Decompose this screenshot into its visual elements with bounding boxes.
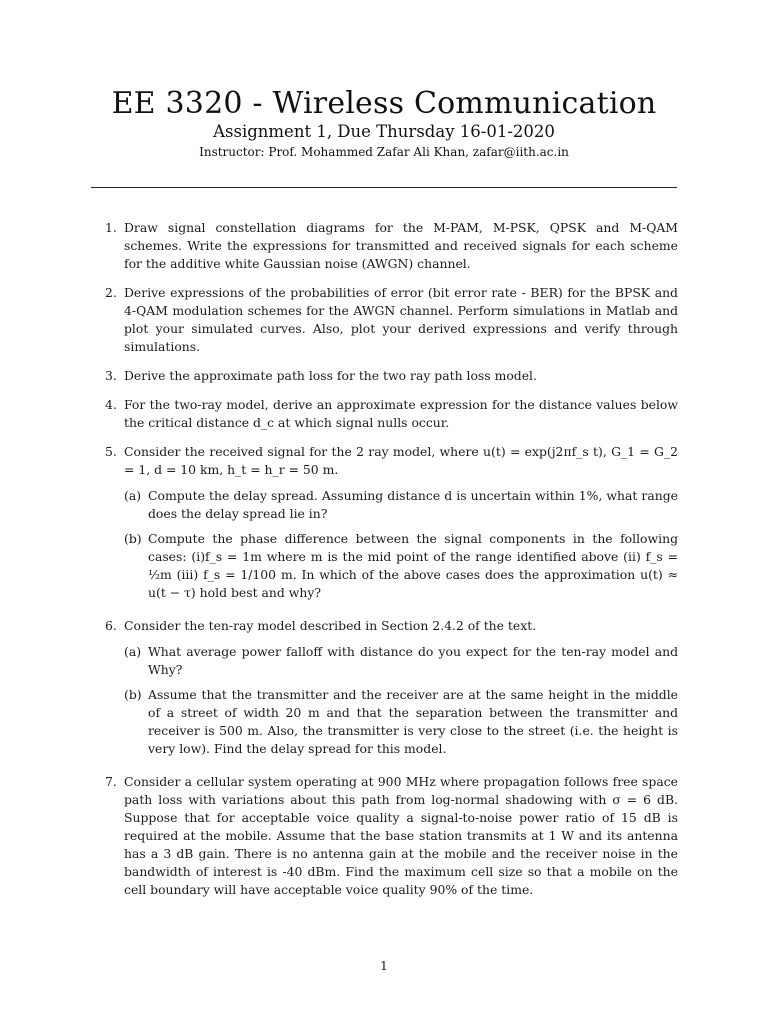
question-text: Consider the received signal for the 2 ray model, where u(t) = exp(j2πf_s t), G_1 = G_2 = 1, d = 10 km, h_t = h_r = 50 m.	[124, 444, 678, 477]
question-text: For the two-ray model, derive an approximate expression for the distance values below the critical distance d_c at which signal nulls occur.	[124, 397, 678, 430]
subquestion-label: (a)	[124, 488, 142, 503]
subquestion-item	[124, 487, 678, 523]
subquestion-text: Compute the delay spread. Assuming distance d is uncertain within 1%, what range does the delay spread lie in?	[148, 488, 678, 521]
question-list	[105, 219, 678, 910]
header-divider	[91, 187, 677, 188]
question-body	[124, 617, 678, 762]
subquestion-item	[124, 643, 678, 679]
question-item	[105, 443, 678, 606]
subquestion-label: (b)	[124, 687, 142, 702]
subquestion-text: What average power falloff with distance do you expect for the ten-ray model and Why?	[148, 644, 678, 677]
question-body	[124, 443, 678, 606]
question-item	[105, 396, 678, 432]
question-text: Derive expressions of the probabilities of error (bit error rate - BER) for the BPSK and 4-QAM modulation schemes for the AWGN channel. Perform simulations in Matlab and plot your simulated curves. Also, plot your derived expressions and verify through simulations.	[124, 285, 678, 354]
question-number: 5.	[105, 444, 117, 459]
assignment-subtitle: Assignment 1, Due Thursday 16-01-2020	[213, 122, 555, 141]
subquestion-text: Assume that the transmitter and the receiver are at the same height in the middle of a street of width 20 m and that the separation between the transmitter and receiver is 500 m. Also, the transmitter is very close to the street (i.e. the height is very low). Find the delay spread for this model.	[148, 687, 678, 756]
question-text: Draw signal constellation diagrams for the M-PAM, M-PSK, QPSK and M-QAM schemes. Write the expressions for transmitted and received signals for each scheme for the additive white Gaussian noise (AWGN) channel.	[124, 220, 678, 271]
subquestion-label: (b)	[124, 531, 142, 546]
question-number: 7.	[105, 774, 117, 789]
question-number: 3.	[105, 368, 117, 383]
subquestion-item	[124, 530, 678, 602]
question-item	[105, 367, 678, 385]
question-item	[105, 219, 678, 273]
question-number: 4.	[105, 397, 117, 412]
subquestion-label: (a)	[124, 644, 142, 659]
subquestion-text: Compute the phase difference between the signal components in the following cases: (i)f_s = 1m where m is the mid point of the range identified above (ii) f_s = ½m (iii) f_s = 1/100 m. In which of the above cases does the approximation u(t) ≈ u(t − τ) hold best and why?	[148, 531, 678, 600]
question-text: Consider the ten-ray model described in Section 2.4.2 of the text.	[124, 618, 537, 633]
question-text: Consider a cellular system operating at 900 MHz where propagation follows free space path loss with variations about this path from log-normal shadowing with σ = 6 dB. Suppose that for acceptable voice quality a signal-to-noise power ratio of 15 dB is required at the mobile. Assume that the base station transmits at 1 W and its antenna has a 3 dB gain. There is no antenna gain at the mobile and the receiver noise in the bandwidth of interest is -40 dBm. Find the maximum cell size so that a mobile on the cell boundary will have acceptable voice quality 90% of the time.	[124, 774, 678, 897]
question-number: 2.	[105, 285, 117, 300]
page-number: 1	[380, 958, 388, 973]
subquestion-item	[124, 686, 678, 758]
question-item	[105, 773, 678, 899]
page-title: EE 3320 - Wireless Communication	[111, 86, 657, 121]
question-item	[105, 284, 678, 356]
question-item	[105, 617, 678, 762]
question-number: 1.	[105, 220, 117, 235]
instructor-line: Instructor: Prof. Mohammed Zafar Ali Khan, zafar@iith.ac.in	[199, 145, 569, 159]
question-text: Derive the approximate path loss for the two ray path loss model.	[124, 368, 537, 383]
question-number: 6.	[105, 618, 117, 633]
subquestion-list	[124, 487, 678, 602]
subquestion-list	[124, 643, 678, 758]
